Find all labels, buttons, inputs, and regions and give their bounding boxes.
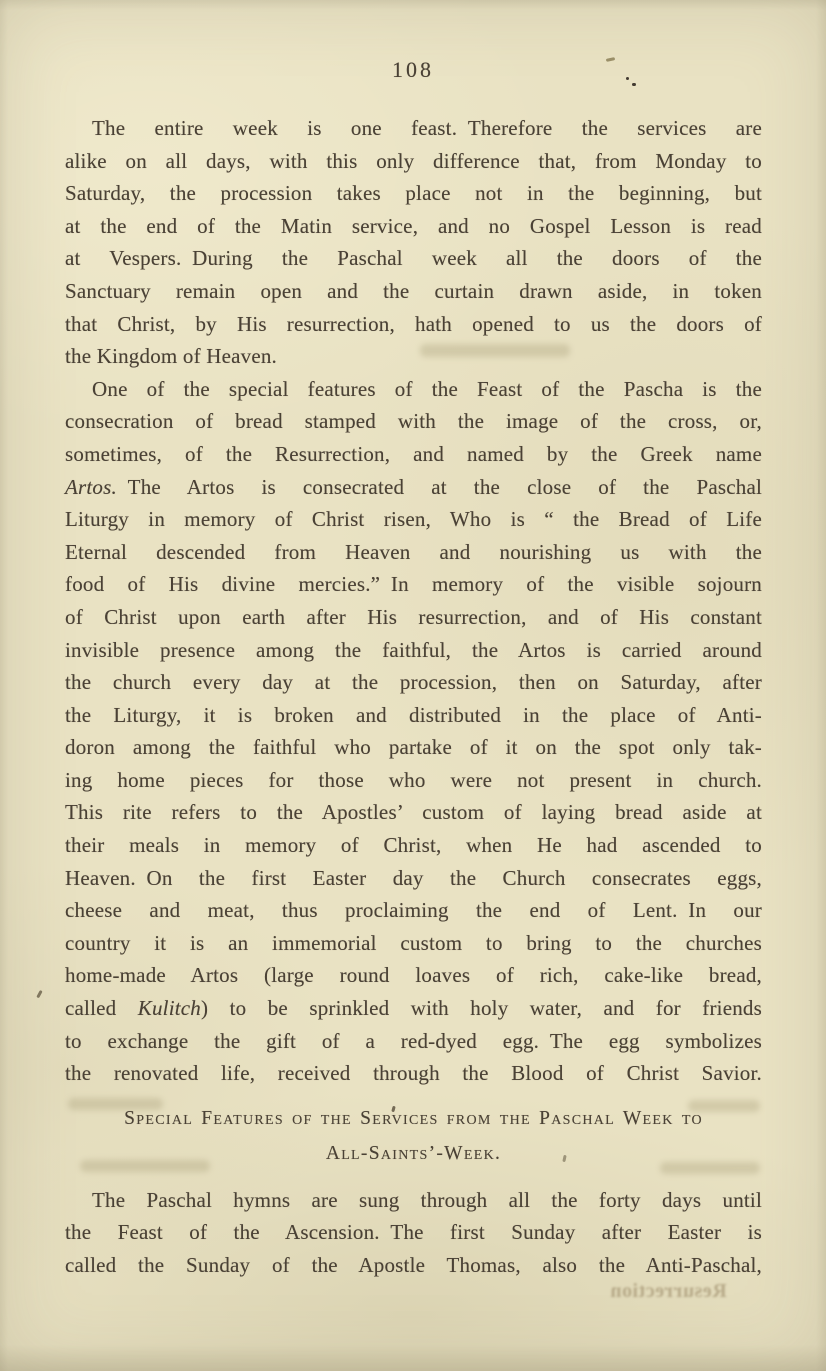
ink-speck: [36, 990, 42, 998]
text-line: their meals in memory of Christ, when He had ascended to: [65, 833, 762, 858]
text-line: the Liturgy, it is broken and distributed in the place of Anti-: [65, 702, 762, 727]
text-line: the Kingdom of Heaven.: [65, 344, 278, 369]
text-line: called Kulitch) to be sprinkled with holy water, and for friends: [65, 996, 762, 1021]
section-heading: [65, 1101, 762, 1171]
heading-line: Special Features of the Services from the Paschal Week to: [124, 1107, 703, 1129]
text-line: The entire week is one feast. Therefore the services are: [92, 116, 762, 140]
text-line: sometimes, of the Resurrection, and named by the Greek name: [65, 441, 762, 466]
text-line: Sanctuary remain open and the curtain drawn aside, in token: [65, 278, 762, 303]
show-through-text: Resurrection: [610, 1280, 727, 1302]
text-line: Eternal descended from Heaven and nourishing us with the: [65, 539, 762, 564]
text-line: doron among the faithful who partake of it on the spot only tak-: [65, 735, 762, 760]
ink-speck: [626, 77, 629, 80]
ink-speck: [632, 83, 636, 86]
paragraphs-before-heading: [65, 112, 762, 1090]
body-text: [65, 112, 762, 1282]
text-line: to exchange the gift of a red-dyed egg. The egg symbolizes: [65, 1028, 762, 1053]
text-line: of Christ upon earth after His resurrection, and of His constant: [65, 604, 762, 629]
paragraph: [65, 1184, 762, 1282]
heading-line: All-Saints’-Week.: [325, 1142, 502, 1164]
text-line: at Vespers. During the Paschal week all the doors of the: [65, 246, 762, 271]
page-number: 108: [392, 57, 434, 82]
text-line: This rite refers to the Apostles’ custom of laying bread aside at: [65, 800, 762, 825]
text-line: at the end of the Matin service, and no Gospel Lesson is read: [65, 213, 762, 238]
paragraph: [65, 112, 762, 373]
text-line: consecration of bread stamped with the image of the cross, or,: [65, 409, 762, 434]
text-line: ing home pieces for those who were not present in church.: [65, 767, 762, 792]
text-line: the church every day at the procession, then on Saturday, after: [65, 670, 762, 695]
text-line: food of His divine mercies.” In memory of the visible sojourn: [65, 572, 762, 597]
text-line: that Christ, by His resurrection, hath opened to us the doors of: [65, 311, 762, 336]
paragraphs-after-heading: [65, 1184, 762, 1282]
text-line: the renovated life, received through the Blood of Christ Savior.: [65, 1061, 762, 1086]
text-line: called the Sunday of the Apostle Thomas, also the Anti-Paschal,: [65, 1253, 762, 1277]
text-line: invisible presence among the faithful, the Artos is carried around: [65, 637, 762, 662]
text-line: country it is an immemorial custom to bring to the churches: [65, 930, 762, 955]
text-line: The Paschal hymns are sung through all the forty days until: [92, 1187, 762, 1212]
text-line: Saturday, the procession takes place not in the beginning, but: [65, 181, 762, 206]
text-line: the Feast of the Ascension. The first Sunday after Easter is: [65, 1220, 762, 1245]
text-line: Liturgy in memory of Christ risen, Who is “ the Bread of Life: [65, 507, 762, 532]
text-line: home-made Artos (large round loaves of rich, cake-like bread,: [65, 963, 762, 988]
text-line: One of the special features of the Feast of the Pascha is the: [92, 376, 762, 401]
text-line: Artos. The Artos is consecrated at the close of the Paschal: [65, 474, 762, 499]
paragraph: [65, 373, 762, 1090]
text-line: cheese and meat, thus proclaiming the end of Lent. In our: [65, 898, 762, 923]
text-line: Heaven. On the first Easter day the Church consecrates eggs,: [65, 865, 762, 890]
text-line: alike on all days, with this only difference that, from Monday to: [65, 148, 762, 173]
